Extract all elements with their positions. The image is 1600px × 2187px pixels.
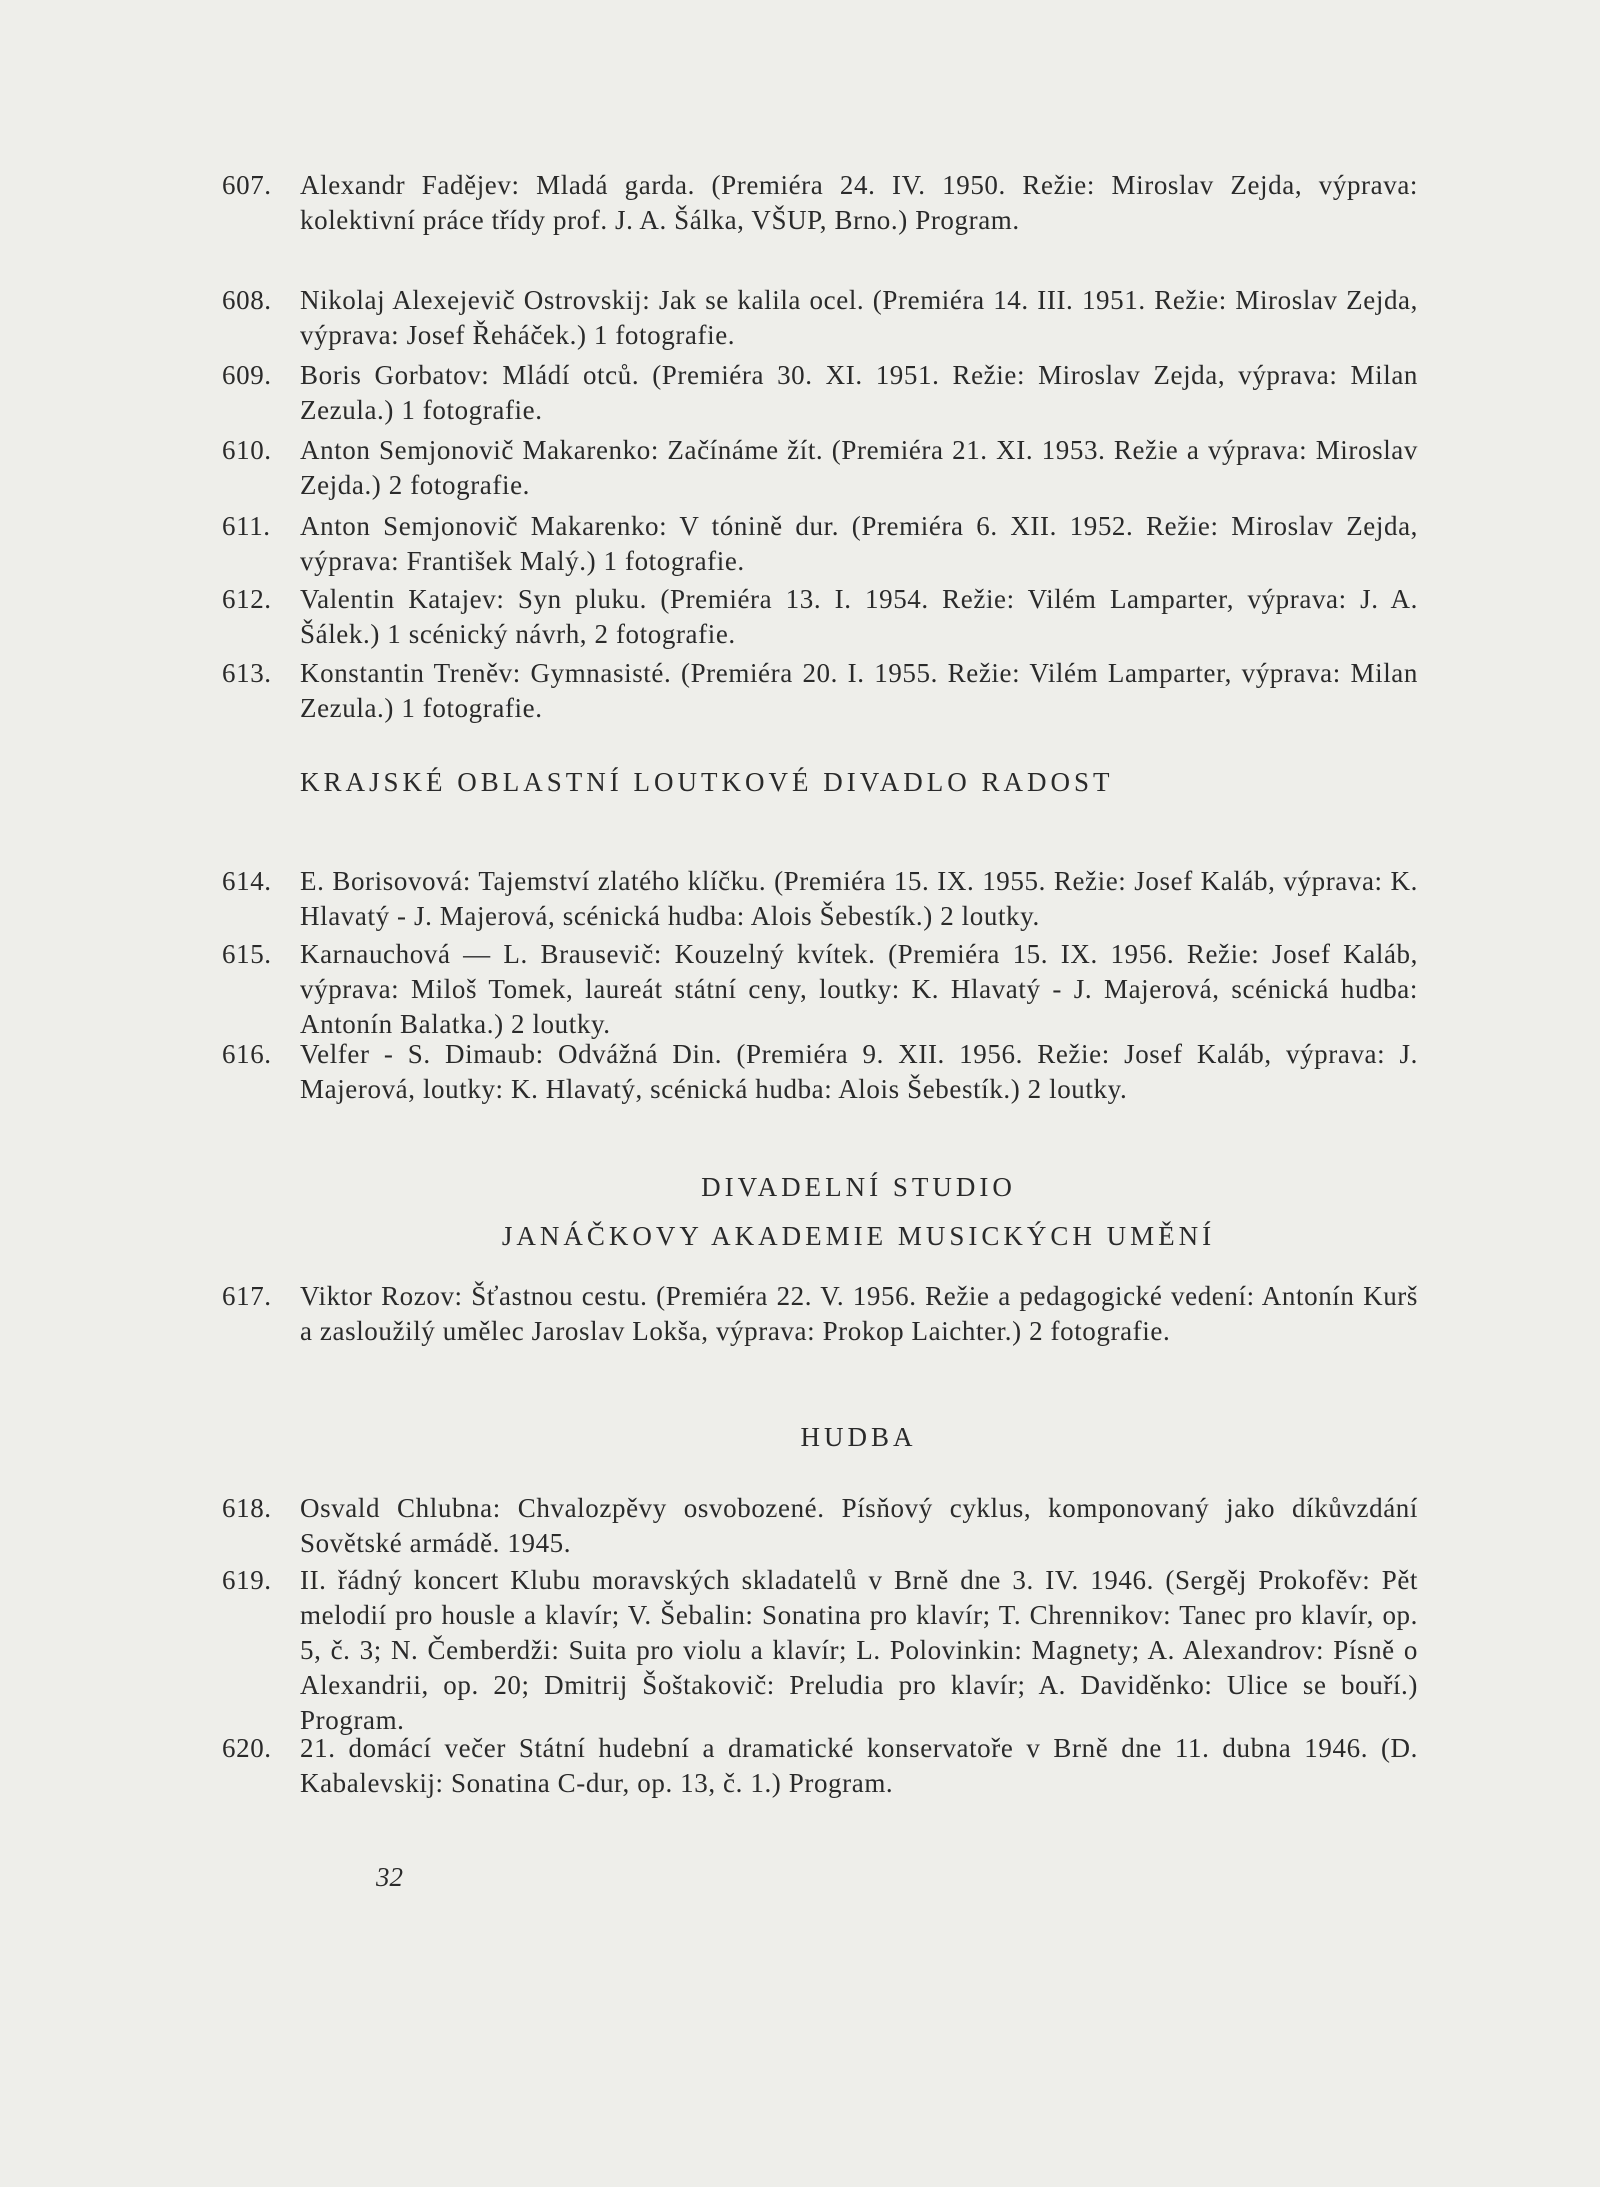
entry-text: Viktor Rozov: Šťastnou cestu. (Premiéra 22. V. 1956. Režie a pedagogické vedení: Antonín Kurš a zasloužilý umělec Jaroslav Lokša, výprava: Prokop Laichter.) 2 fotografie. [300, 1281, 1418, 1346]
entry-text: 21. domácí večer Státní hudební a dramatické konservatoře v Brně dne 11. dubna 1946. (D. Kabalevskij: Sonatina C-dur, op. 13, č. 1.) Program. [300, 1733, 1418, 1798]
catalog-entry [222, 937, 1418, 1042]
entry-number: 617. [222, 1281, 272, 1311]
catalog-entry [222, 1731, 1418, 1801]
entry-number: 615. [222, 939, 272, 969]
entry-number: 609. [222, 360, 272, 390]
section-heading: KRAJSKÉ OBLASTNÍ LOUTKOVÉ DIVADLO RADOST [300, 767, 1114, 797]
section-subheading: JANÁČKOVY AKADEMIE MUSICKÝCH UMĚNÍ [501, 1221, 1216, 1251]
entry-number: 616. [222, 1039, 272, 1069]
section-heading: HUDBA [800, 1422, 917, 1452]
entry-number: 613. [222, 658, 272, 688]
catalog-entry [222, 168, 1418, 238]
entry-number: 619. [222, 1565, 272, 1595]
section-heading: DIVADELNÍ STUDIO [701, 1172, 1016, 1202]
entry-text: Osvald Chlubna: Chvalozpěvy osvobozené. Písňový cyklus, komponovaný jako díkůvzdání Sovětské armádě. 1945. [300, 1493, 1418, 1558]
catalog-entry [222, 283, 1418, 353]
entry-number: 607. [222, 170, 272, 200]
catalog-entry [222, 509, 1418, 579]
catalog-entry [222, 433, 1418, 503]
page-number: 32 [376, 1862, 403, 1892]
entry-number: 618. [222, 1493, 272, 1523]
entry-text: Boris Gorbatov: Mládí otců. (Premiéra 30. XI. 1951. Režie: Miroslav Zejda, výprava: Milan Zezula.) 1 fotografie. [300, 360, 1418, 425]
catalog-entry [222, 1563, 1418, 1738]
entry-number: 608. [222, 285, 272, 315]
catalog-entry [222, 358, 1418, 428]
entry-text: Konstantin Treněv: Gymnasisté. (Premiéra 20. I. 1955. Režie: Vilém Lamparter, výprava: Milan Zezula.) 1 fotografie. [300, 658, 1418, 723]
entry-number: 620. [222, 1733, 272, 1763]
entry-number: 612. [222, 584, 272, 614]
catalog-entry [222, 1037, 1418, 1107]
catalog-entry [222, 582, 1418, 652]
entry-number: 614. [222, 866, 272, 896]
entry-text: II. řádný koncert Klubu moravských skladatelů v Brně dne 3. IV. 1946. (Sergěj Prokofěv: Pět melodií pro housle a klavír; V. Šebalin: Sonatina pro klavír; T. Chrennikov: Tanec pro klavír, op. 5, č. 3; N. Čemberdži: Suita pro violu a klavír; L. Polovinkin: Magnety; A. Alexandrov: Písně o Alexandrii, op. 20; Dmitrij Šoštakovič: Preludia pro klavír; A. Daviděnko: Ulice se bouří.) Program. [300, 1565, 1418, 1735]
entry-text: Anton Semjonovič Makarenko: V tónině dur. (Premiéra 6. XII. 1952. Režie: Miroslav Zejda, výprava: František Malý.) 1 fotografie. [300, 511, 1418, 576]
catalog-entry [222, 1491, 1418, 1561]
catalog-entry [222, 1279, 1418, 1349]
entry-text: Velfer - S. Dimaub: Odvážná Din. (Premiéra 9. XII. 1956. Režie: Josef Kaláb, výprava: J. Majerová, loutky: K. Hlavatý, scénická hudba: Alois Šebestík.) 2 loutky. [300, 1039, 1418, 1104]
entry-text: Nikolaj Alexejevič Ostrovskij: Jak se kalila ocel. (Premiéra 14. III. 1951. Režie: Miroslav Zejda, výprava: Josef Řeháček.) 1 fotografie. [300, 285, 1418, 350]
entry-text: Karnauchová — L. Brausevič: Kouzelný kvítek. (Premiéra 15. IX. 1956. Režie: Josef Kaláb, výprava: Miloš Tomek, laureát státní ceny, loutky: K. Hlavatý - J. Majerová, scénická hudba: Antonín Balatka.) 2 loutky. [300, 939, 1418, 1039]
entry-number: 611. [222, 511, 271, 541]
entry-text: Valentin Katajev: Syn pluku. (Premiéra 13. I. 1954. Režie: Vilém Lamparter, výprava: J. A. Šálek.) 1 scénický návrh, 2 fotografie. [300, 584, 1418, 649]
entry-text: Alexandr Fadějev: Mladá garda. (Premiéra 24. IV. 1950. Režie: Miroslav Zejda, výprava: kolektivní práce třídy prof. J. A. Šálka, VŠUP, Brno.) Program. [300, 170, 1418, 235]
catalog-entry [222, 656, 1418, 726]
catalog-entry [222, 864, 1418, 934]
entry-text: Anton Semjonovič Makarenko: Začínáme žít. (Premiéra 21. XI. 1953. Režie a výprava: Miroslav Zejda.) 2 fotografie. [300, 435, 1418, 500]
entry-text: E. Borisovová: Tajemství zlatého klíčku. (Premiéra 15. IX. 1955. Režie: Josef Kaláb, výprava: K. Hlavatý - J. Majerová, scénická hudba: Alois Šebestík.) 2 loutky. [300, 866, 1418, 931]
entry-number: 610. [222, 435, 272, 465]
